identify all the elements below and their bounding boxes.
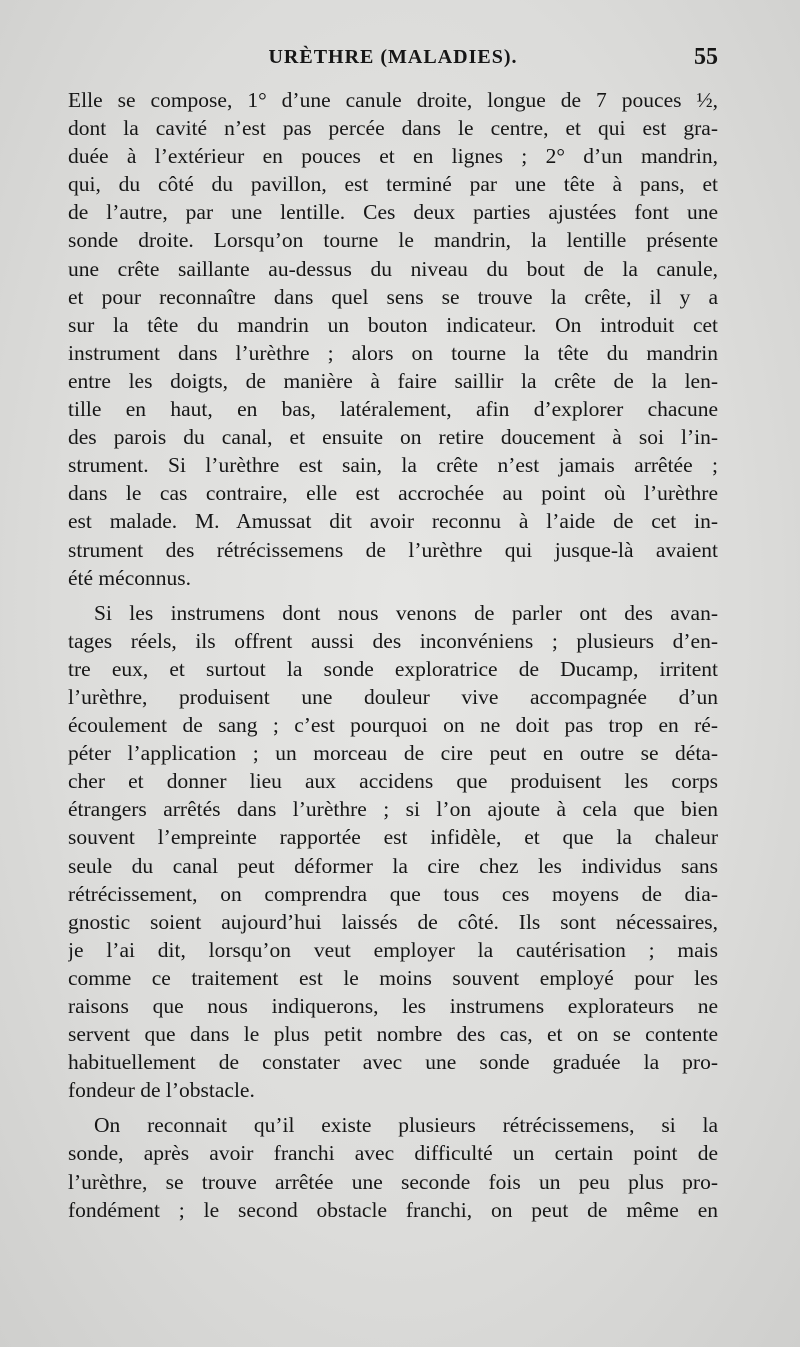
paragraph-2: [68, 599, 718, 1105]
text-line: est malade. M. Amussat dit avoir reconnu à l’aide de cet in-: [68, 509, 718, 534]
paragraph-3: [68, 1111, 718, 1223]
text-line: été méconnus.: [68, 565, 191, 590]
text-line: fondeur de l’obstacle.: [68, 1078, 255, 1103]
text-line: Elle se compose, 1° d’une canule droite, longue de 7 pouces ½,: [68, 88, 718, 112]
text-line: On reconnait qu’il existe plusieurs rétrécissemens, si la: [94, 1113, 718, 1138]
text-line: entre les doigts, de manière à faire saillir la crête de la len-: [68, 368, 718, 393]
text-line: étrangers arrêtés dans l’urèthre ; si l’on ajoute à cela que bien: [68, 797, 718, 822]
text-line: sur la tête du mandrin un bouton indicateur. On introduit cet: [68, 312, 718, 337]
text-line: seule du canal peut déformer la cire chez les individus sans: [68, 853, 718, 878]
text-line: qui, du côté du pavillon, est terminé par une tête à pans, et: [68, 172, 718, 197]
text-line: sonde droite. Lorsqu’on tourne le mandrin, la lentille présente: [68, 228, 718, 253]
text-line: tille en haut, en bas, latéralement, afin d’explorer chacune: [68, 397, 718, 422]
paragraph-1: [68, 86, 718, 592]
text-line: péter l’application ; un morceau de cire peut en outre se déta-: [68, 741, 718, 766]
text-line: dans le cas contraire, elle est accrochée au point où l’urèthre: [68, 481, 718, 506]
text-line: Si les instrumens dont nous venons de parler ont des avan-: [94, 600, 718, 625]
text-line: tre eux, et surtout la sonde exploratrice de Ducamp, irritent: [68, 656, 718, 681]
text-line: habituellement de constater avec une sonde graduée la pro-: [68, 1050, 718, 1075]
text-line: gnostic soient aujourd’hui laissés de côté. Ils sont nécessaires,: [68, 909, 718, 934]
text-line: servent que dans le plus petit nombre des cas, et on se contente: [68, 1022, 718, 1047]
text-line: fondément ; le second obstacle franchi, on peut de même en: [68, 1197, 718, 1222]
text-line: dont la cavité n’est pas percée dans le centre, et qui est gra-: [68, 116, 718, 141]
text-line: instrument dans l’urèthre ; alors on tourne la tête du mandrin: [68, 340, 718, 365]
text-line: duée à l’extérieur en pouces et en lignes ; 2° d’un mandrin,: [68, 144, 718, 169]
text-line: strument. Si l’urèthre est sain, la crête n’est jamais arrêtée ;: [68, 453, 718, 478]
text-line: une crête saillante au-dessus du niveau du bout de la canule,: [68, 256, 718, 281]
text-line: rétrécissement, on comprendra que tous ces moyens de dia-: [68, 881, 718, 906]
running-title: URÈTHRE (MALADIES).: [268, 46, 518, 68]
text-line: cher et donner lieu aux accidens que produisent les corps: [68, 769, 718, 794]
text-line: des parois du canal, et ensuite on retire doucement à soi l’in-: [68, 425, 718, 450]
page-number: 55: [694, 44, 718, 70]
page-header: [68, 46, 718, 78]
text-line: souvent l’empreinte rapportée est infidèle, et que la chaleur: [68, 825, 718, 850]
text-line: et pour reconnaître dans quel sens se trouve la crête, il y a: [68, 284, 718, 309]
text-line: l’urèthre, produisent une douleur vive accompagnée d’un: [68, 684, 718, 709]
text-line: tages réels, ils offrent aussi des inconvéniens ; plusieurs d’en-: [68, 628, 718, 653]
text-line: strument des rétrécissemens de l’urèthre qui jusque-là avaient: [68, 537, 718, 562]
text-line: de l’autre, par une lentille. Ces deux parties ajustées font une: [68, 200, 718, 225]
text-line: écoulement de sang ; c’est pourquoi on ne doit pas trop en ré-: [68, 713, 718, 738]
text-line: sonde, après avoir franchi avec difficulté un certain point de: [68, 1141, 718, 1166]
text-line: je l’ai dit, lorsqu’on veut employer la cautérisation ; mais: [68, 937, 718, 962]
text-line: l’urèthre, se trouve arrêtée une seconde fois un peu plus pro-: [68, 1169, 718, 1194]
text-line: comme ce traitement est le moins souvent employé pour les: [68, 965, 718, 990]
text-line: raisons que nous indiquerons, les instrumens explorateurs ne: [68, 994, 718, 1018]
body-text: [68, 86, 718, 1231]
